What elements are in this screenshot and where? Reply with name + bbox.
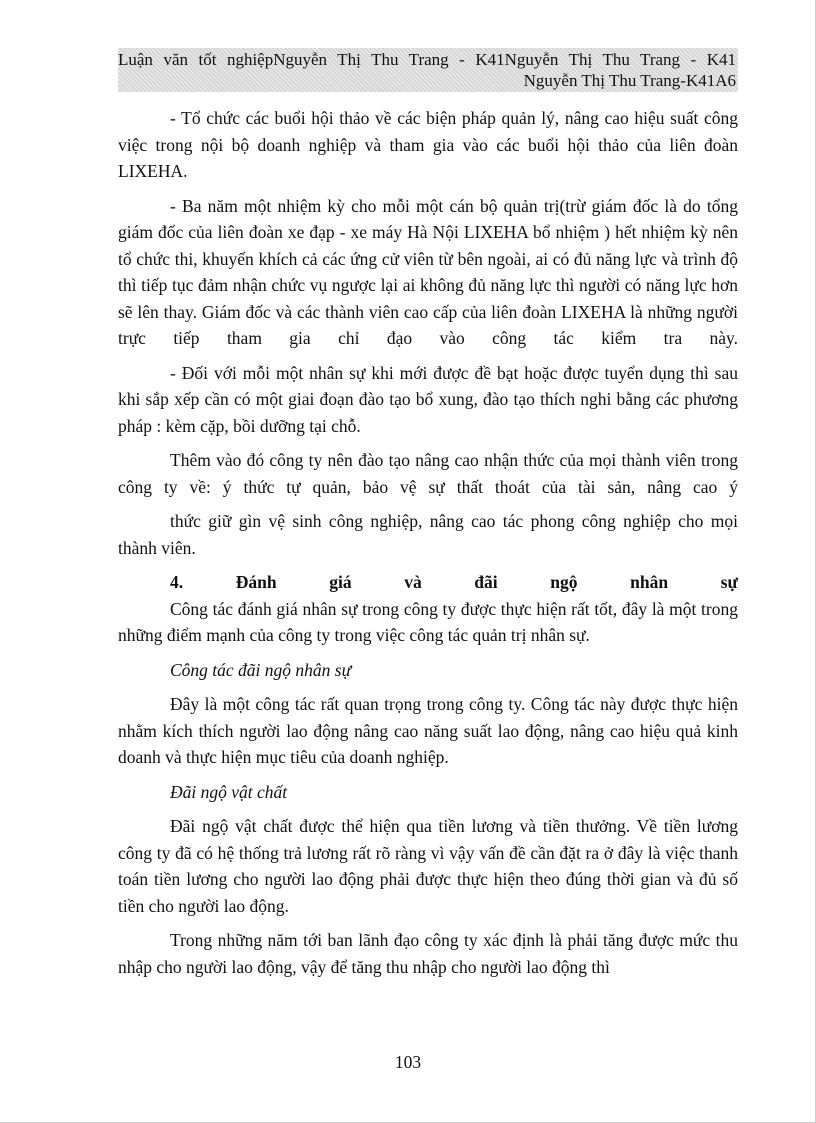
paragraph-awareness-part-1: Thêm vào đó công ty nên đào tạo nâng cao nhận thức của mọi thành viên trong công ty về: ý thức tự quản, bảo vệ sự thất thoát của tài sản, nâng cao ý [118, 450, 738, 497]
running-header [118, 48, 738, 92]
page-number: 103 [394, 1052, 422, 1072]
paragraph-term-of-office: - Ba năm một nhiệm kỳ cho mỗi một cán bộ quản trị(trừ giám đốc là do tổng giám đốc của liên đoàn xe đạp - xe máy Hà Nội LIXEHA bổ nhiệm ) hết nhiệm kỳ nên tổ chức thi, khuyến khích cả các ứng cử viên từ bên ngoài, ai có đủ năng lực và trình độ thì tiếp tục đảm nhận chức vụ ngược lại ai không đủ năng lực thì người có năng lực hơn sẽ lên thay. Giám đốc và các thành viên cao cấp của liên đoàn LIXEHA là những người trực tiếp tham gia chỉ đạo vào công tác kiểm tra này. [118, 195, 738, 348]
header-line-2: Nguyễn Thị Thu Trang-K41A6 [523, 71, 736, 90]
subheading-staff-treatment: Công tác đãi ngộ nhân sự [170, 659, 352, 680]
header-line-1: Luận văn tốt nghiệpNguyễn Thị Thu Trang - K41Nguyễn Thị Thu Trang - K41 [118, 50, 736, 69]
paragraph-awareness-part-2: thức giữ gìn vệ sinh công nghiệp, nâng cao tác phong công nghiệp cho mọi thành viên. [118, 511, 738, 558]
subheading-material-treatment: Đãi ngộ vật chất [170, 781, 288, 802]
paragraph-evaluation: Công tác đánh giá nhân sự trong công ty được thực hiện rất tốt, đây là một trong những điểm mạnh của công ty trong việc công tác quản trị nhân sự. [118, 598, 738, 645]
paragraph-treatment-importance: Đây là một công tác rất quan trọng trong công ty. Công tác này được thực hiện nhằm kích thích người lao động nâng cao năng suất lao động, nâng cao hiệu quả kinh doanh và thực hiện mục tiêu của doanh nghiệp. [118, 694, 738, 767]
paragraph-seminars: - Tổ chức các buổi hội thảo về các biện pháp quản lý, nâng cao hiệu suất công việc trong nội bộ doanh nghiệp và tham gia vào các buổi hội thảo của liên đoàn LIXEHA. [118, 108, 738, 181]
paragraph-income-increase: Trong những năm tới ban lãnh đạo công ty xác định là phải tăng được mức thu nhập cho người lao động, vậy để tăng thu nhập cho người lao động thì [118, 930, 738, 977]
section-heading: 4. Đánh giá và đãi ngộ nhân sự [170, 572, 738, 592]
paragraph-salary: Đãi ngộ vật chất được thể hiện qua tiền lương và tiền thưởng. Về tiền lương công ty đã có hệ thống trả lương rất rõ ràng vì vậy vấn đề cần đặt ra ở đây là việc thanh toán tiền lương cho người lao động phải được thực hiện theo đúng thời gian và đủ số tiền cho người lao động. [118, 816, 738, 916]
paragraph-new-staff-training: - Đối với mỗi một nhân sự khi mới được đề bạt hoặc được tuyển dụng thì sau khi sắp xếp cần có một giai đoạn đào tạo bổ xung, đào tạo thích nghi bằng các phương pháp : kèm cặp, bồi dưỡng tại chỗ. [118, 362, 738, 436]
page-body [118, 105, 738, 980]
